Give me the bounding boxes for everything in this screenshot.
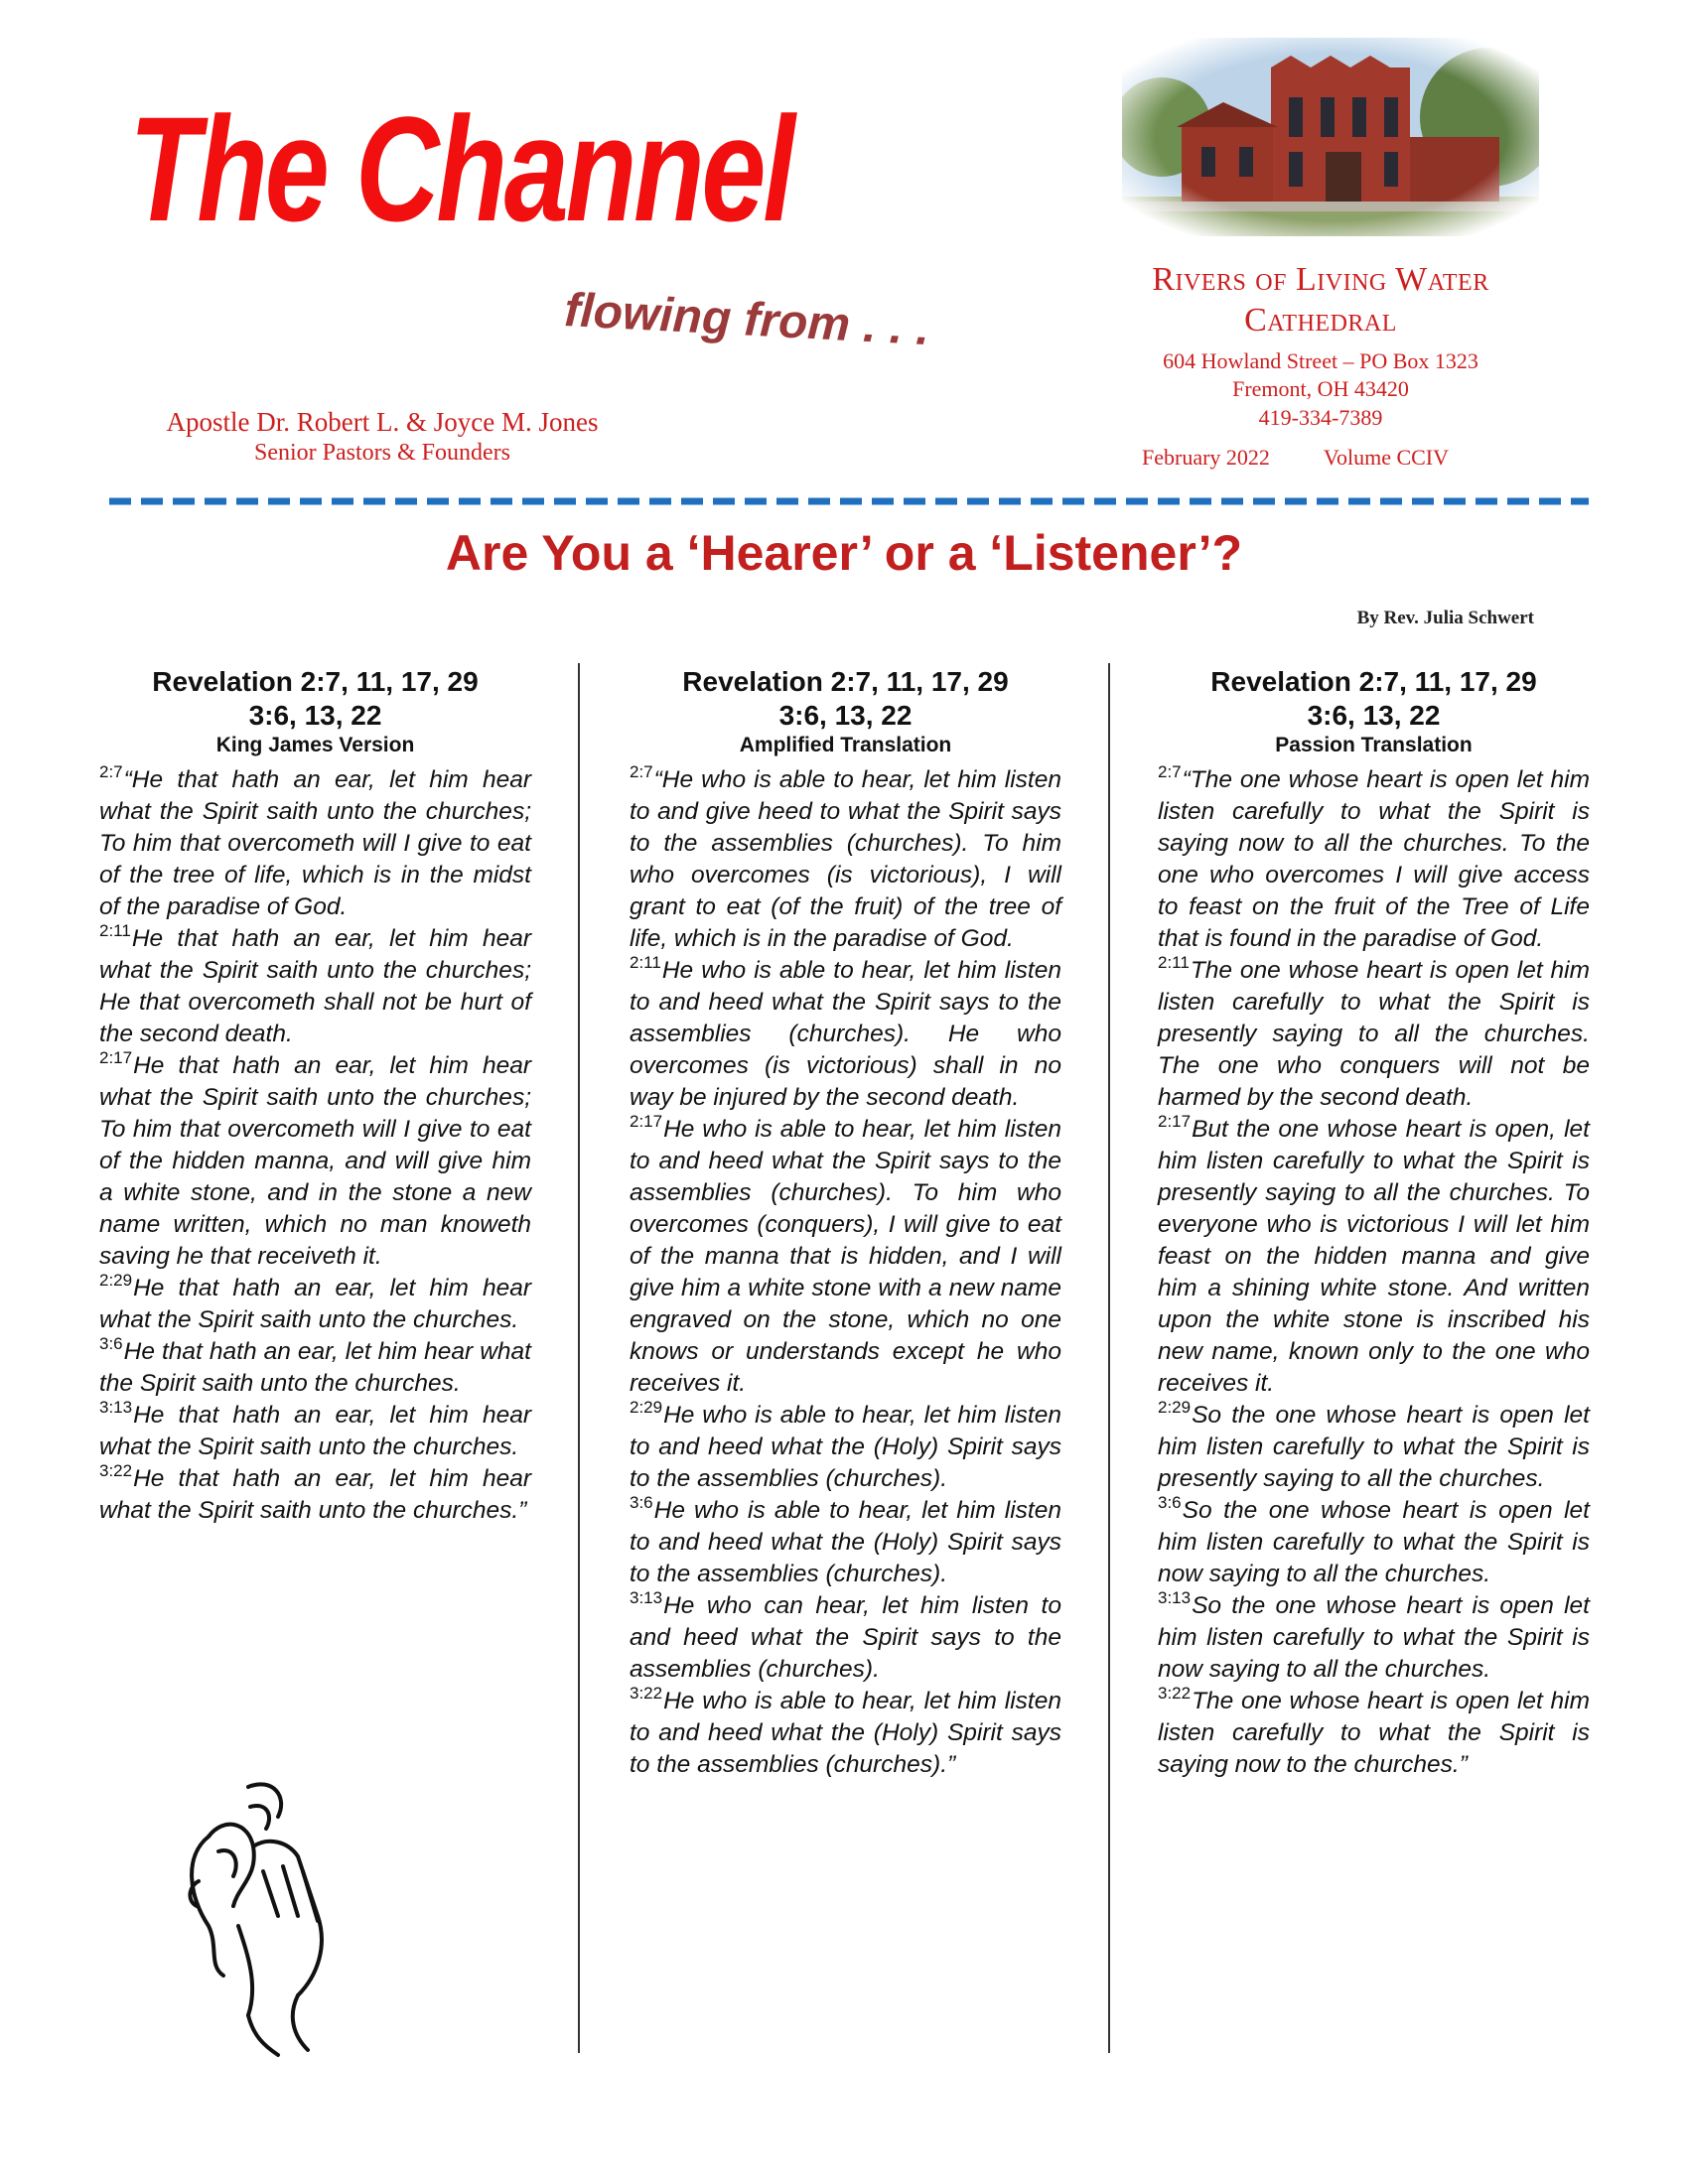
verse-number: 2:7 — [99, 762, 123, 782]
verse-paragraph — [630, 955, 1061, 1114]
pastor-role: Senior Pastors & Founders — [254, 440, 510, 466]
verse-paragraph — [99, 764, 531, 923]
scripture-reference: Revelation 2:7, 11, 17, 29 — [1210, 666, 1537, 697]
scripture-reference: Revelation 2:7, 11, 17, 29 — [682, 666, 1009, 697]
verse-text: He that hath an ear, let him hear what the Spirit saith unto the churches. — [99, 1402, 531, 1461]
verse-paragraph — [99, 1336, 531, 1400]
verse-text: He who is able to hear, let him listen to and heed what the (Holy) Spirit says to the assemblies (churches).” — [630, 1688, 1061, 1779]
verse-text: He that hath an ear, let him hear what the Spirit saith unto the churches; He that overcometh shall not be hurt of the second death. — [99, 925, 531, 1048]
verse-number: 3:22 — [99, 1461, 133, 1481]
church-name-line1: Rivers of Living Water — [1152, 261, 1489, 298]
verse-text: The one whose heart is open let him listen carefully to what the Spirit is presently saying to all the churches. The one who conquers will not be harmed by the second death. — [1158, 957, 1590, 1112]
verse-paragraph — [1158, 1686, 1590, 1781]
verse-paragraph — [1158, 764, 1590, 955]
scripture-reference: Revelation 2:7, 11, 17, 29 — [152, 666, 479, 697]
verse-number: 2:11 — [630, 953, 661, 973]
verse-number: 2:29 — [630, 1398, 663, 1418]
verse-paragraph — [1158, 1400, 1590, 1495]
issue-volume: Volume CCIV — [1323, 445, 1450, 470]
verse-number: 3:13 — [630, 1588, 663, 1608]
verse-paragraph — [630, 1114, 1061, 1400]
column-heading — [99, 665, 531, 758]
verse-text: The one whose heart is open let him listen carefully to what the Spirit is saying now to the churches.” — [1158, 1688, 1590, 1779]
verse-text: So the one whose heart is open let him listen carefully to what the Spirit is now saying to all the churches. — [1158, 1592, 1590, 1684]
verse-paragraph — [1158, 1590, 1590, 1686]
verse-text: But the one whose heart is open, let him listen carefully to what the Spirit is presently saying to all the churches. To everyone who is victorious I will let him feast on the hidden manna and give him a shining white stone. And written upon the white stone is inscribed his new name, known only to the one who receives it. — [1158, 1116, 1590, 1398]
verse-number: 2:17 — [630, 1112, 663, 1132]
verse-paragraph — [630, 1495, 1061, 1590]
verse-number: 2:29 — [1158, 1398, 1192, 1418]
church-phone: 419-334-7389 — [1258, 404, 1383, 430]
verse-number: 2:11 — [1158, 953, 1190, 973]
verse-number: 3:6 — [1158, 1493, 1182, 1513]
verse-text: He that hath an ear, let him hear what the Spirit saith unto the churches.” — [99, 1465, 531, 1525]
verse-number: 3:13 — [1158, 1588, 1192, 1608]
verse-text: He who is able to hear, let him listen to and heed what the Spirit says to the assemblies (churches). He who overcomes (is victorious) shall in no way be injured by the second death. — [630, 957, 1061, 1112]
article-byline: By Rev. Julia Schwert — [1356, 608, 1534, 628]
translation-name: King James Version — [215, 734, 415, 757]
verse-number: 2:17 — [1158, 1112, 1192, 1132]
church-photo — [1122, 38, 1539, 236]
verse-text: “He who is able to hear, let him listen to and give heed to what the Spirit says to the assemblies (churches). To him who overcomes (is victorious), I will grant to eat (of the fruit) of the tree of life, which is in the paradise of God. — [630, 766, 1061, 953]
masthead-title: The Channel — [129, 85, 792, 252]
verse-number: 2:7 — [1158, 762, 1182, 782]
verse-paragraph — [630, 764, 1061, 955]
scripture-reference-continued: 3:6, 13, 22 — [1307, 699, 1441, 731]
verse-number: 3:6 — [99, 1334, 123, 1354]
verse-number: 3:22 — [630, 1684, 663, 1704]
church-address: 604 Howland Street – PO Box 1323 — [1163, 347, 1478, 373]
verse-number: 3:6 — [630, 1493, 653, 1513]
column-amplified — [630, 665, 1061, 1781]
church-block — [1067, 260, 1574, 432]
verse-paragraph — [99, 923, 531, 1050]
scripture-reference-continued: 3:6, 13, 22 — [778, 699, 913, 731]
verse-paragraph — [99, 1050, 531, 1273]
column-heading — [630, 665, 1061, 758]
verse-number: 3:13 — [99, 1398, 133, 1418]
verse-number: 2:17 — [99, 1048, 133, 1068]
masthead-tagline: flowing from . . . — [563, 283, 931, 356]
verse-paragraph — [99, 1273, 531, 1336]
verse-paragraph — [1158, 1114, 1590, 1400]
article-headline: Are You a ‘Hearer’ or a ‘Listener’? — [445, 525, 1243, 581]
verse-text: He that hath an ear, let him hear what the Spirit saith unto the churches. — [99, 1338, 531, 1398]
verse-text: He who is able to hear, let him listen to and heed what the Spirit says to the assemblies (churches). To him who overcomes (conquers), I will give to eat of the manna that is hidden, and I will give him a white stone with a new name engraved on the stone, which no one knows or understands except he who receives it. — [630, 1116, 1061, 1398]
pastor-names: Apostle Dr. Robert L. & Joyce M. Jones — [166, 407, 599, 437]
church-city: Fremont, OH 43420 — [1232, 376, 1409, 402]
verse-text: He who is able to hear, let him listen to and heed what the (Holy) Spirit says to the assemblies (churches). — [630, 1497, 1061, 1588]
verse-number: 3:22 — [1158, 1684, 1192, 1704]
translation-name: Passion Translation — [1275, 734, 1473, 757]
scripture-reference-continued: 3:6, 13, 22 — [248, 699, 382, 731]
verse-paragraph — [99, 1463, 531, 1527]
issue-line — [1142, 445, 1449, 471]
column-rule — [1108, 663, 1110, 2053]
column-kjv — [99, 665, 531, 1527]
verse-paragraph — [630, 1686, 1061, 1781]
verse-text: He that hath an ear, let him hear what the Spirit saith unto the churches. — [99, 1275, 531, 1334]
church-name-line2: Cathedral — [1244, 301, 1397, 339]
verse-text: He who can hear, let him listen to and heed what the Spirit says to the assemblies (churches). — [630, 1592, 1061, 1684]
verse-paragraph — [630, 1590, 1061, 1686]
verse-text: He who is able to hear, let him listen to and heed what the (Holy) Spirit says to the assemblies (churches). — [630, 1402, 1061, 1493]
verse-paragraph — [1158, 1495, 1590, 1590]
verse-text: So the one whose heart is open let him listen carefully to what the Spirit is presently saying to all the churches. — [1158, 1402, 1590, 1493]
verse-number: 2:11 — [99, 921, 131, 941]
verse-text: He that hath an ear, let him hear what the Spirit saith unto the churches; To him that overcometh will I give to eat of the hidden manna, and will give him a white stone, and in the stone a new name written, which no man knoweth saving he that receiveth it. — [99, 1052, 531, 1271]
issue-date: February 2022 — [1142, 445, 1270, 470]
column-heading — [1158, 665, 1590, 758]
verse-number: 2:7 — [630, 762, 653, 782]
verse-text: So the one whose heart is open let him listen carefully to what the Spirit is now saying to all the churches. — [1158, 1497, 1590, 1588]
verse-paragraph — [630, 1400, 1061, 1495]
pastors-block — [129, 407, 635, 467]
column-rule — [578, 663, 580, 2053]
verse-number: 2:29 — [99, 1271, 133, 1291]
hand-to-ear-icon — [179, 1777, 357, 2065]
translation-name: Amplified Translation — [739, 734, 952, 757]
verse-text: “The one whose heart is open let him listen carefully to what the Spirit is saying now to all the churches. To the one who overcomes I will give access to feast on the fruit of the Tree of Life that is found in the paradise of God. — [1158, 766, 1590, 953]
verse-paragraph — [1158, 955, 1590, 1114]
column-passion — [1158, 665, 1590, 1781]
verse-text: “He that hath an ear, let him hear what the Spirit saith unto the churches; To him that overcometh will I give to eat of the tree of life, which is in the midst of the paradise of God. — [99, 766, 531, 921]
header-divider — [109, 494, 1589, 508]
verse-paragraph — [99, 1400, 531, 1463]
